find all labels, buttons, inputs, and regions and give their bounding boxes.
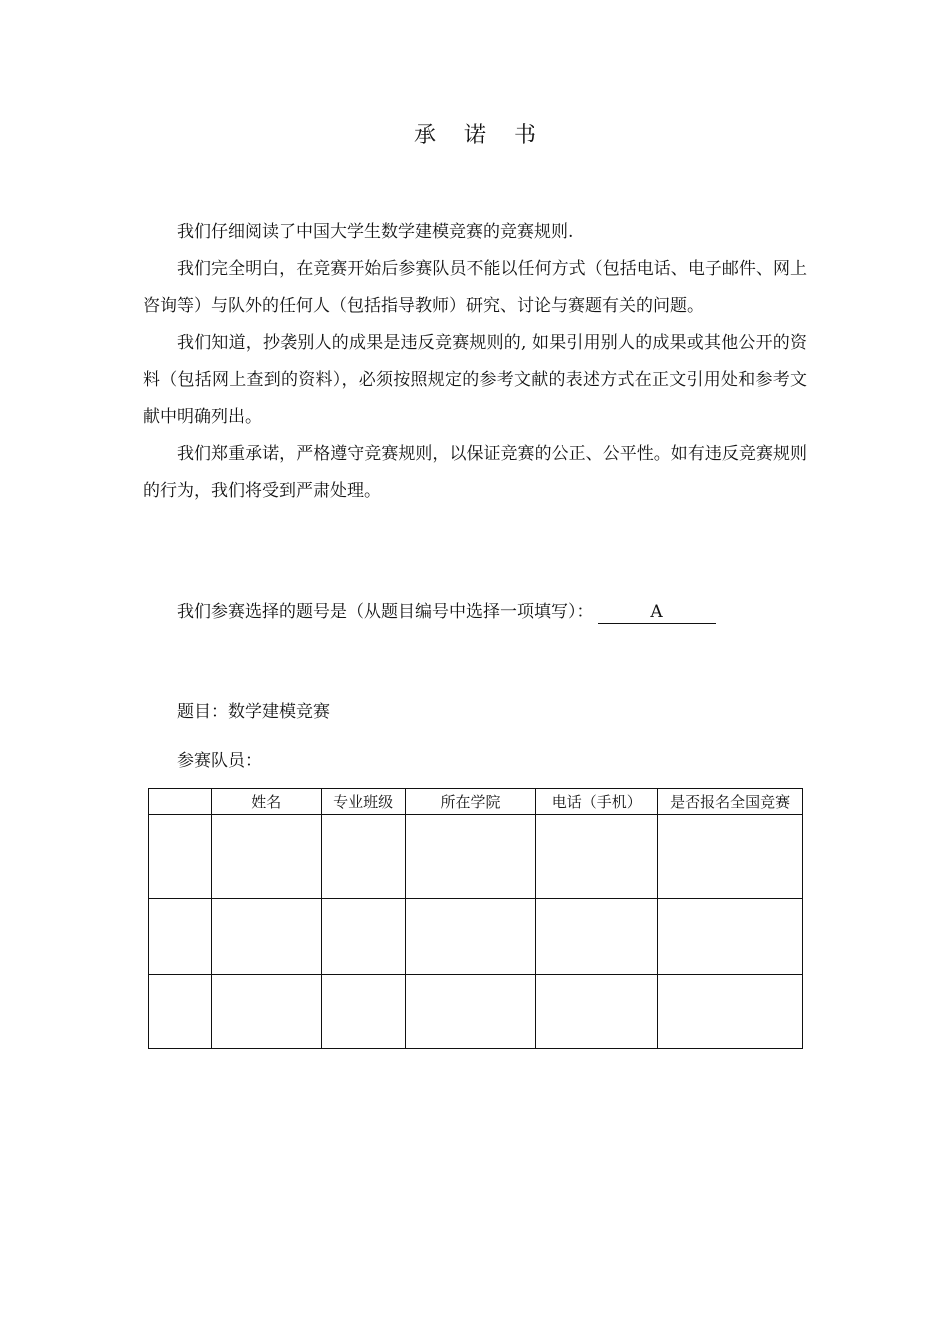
table-cell[interactable] [658, 815, 803, 899]
problem-choice-answer[interactable]: A [598, 601, 716, 624]
title-char: 诺 [463, 123, 486, 148]
table-cell[interactable] [211, 975, 321, 1049]
problem-choice [177, 597, 716, 627]
table-cell[interactable] [211, 899, 321, 975]
table-cell[interactable] [321, 975, 405, 1049]
pledge-paragraph: 我们完全明白，在竞赛开始后参赛队员不能以任何方式（包括电话、电子邮件、网上咨询等）与队外的任何人（包括指导教师）研究、讨论与赛题有关的问题。 [143, 259, 807, 316]
table-row [149, 815, 803, 899]
title-char: 承 [413, 123, 436, 148]
table-cell[interactable] [405, 815, 536, 899]
pledge-paragraph: 我们仔细阅读了中国大学生数学建模竞赛的竞赛规则. [177, 222, 574, 242]
table-cell[interactable] [321, 899, 405, 975]
pledge-body [143, 214, 807, 510]
page-title [0, 118, 950, 149]
table-row [149, 975, 803, 1049]
problem-choice-label: 我们参赛选择的题号是（从题目编号中选择一项填写）： [177, 602, 594, 622]
table-header-cell: 专业班级 [321, 789, 405, 815]
table-cell[interactable] [658, 975, 803, 1049]
pledge-paragraph: 我们郑重承诺，严格遵守竞赛规则，以保证竞赛的公正、公平性。如有违反竞赛规则的行为，我们将受到严肃处理。 [143, 444, 807, 501]
table-header-cell: 所在学院 [405, 789, 536, 815]
table-cell[interactable] [149, 815, 212, 899]
table-cell[interactable] [405, 975, 536, 1049]
table-header-cell: 电话（手机） [536, 789, 658, 815]
members-label: 参赛队员： [177, 751, 262, 771]
table-header-cell [149, 789, 212, 815]
table-cell[interactable] [149, 975, 212, 1049]
table-header-row [149, 789, 803, 815]
table-header-cell: 姓名 [211, 789, 321, 815]
table-row [149, 899, 803, 975]
table-cell[interactable] [149, 899, 212, 975]
table-cell[interactable] [536, 899, 658, 975]
members-table [148, 788, 803, 1049]
topic-line: 题目：数学建模竞赛 [177, 702, 330, 722]
table-header-cell: 是否报名全国竞赛 [658, 789, 803, 815]
table-cell[interactable] [321, 815, 405, 899]
table-cell[interactable] [211, 815, 321, 899]
pledge-paragraph: 我们知道，抄袭别人的成果是违反竞赛规则的, 如果引用别人的成果或其他公开的资料（包括网上查到的资料），必须按照规定的参考文献的表述方式在正文引用处和参考文献中明确列出。 [143, 333, 807, 427]
title-char: 书 [514, 123, 537, 148]
table-cell[interactable] [658, 899, 803, 975]
table-cell[interactable] [536, 815, 658, 899]
table-cell[interactable] [405, 899, 536, 975]
table-cell[interactable] [536, 975, 658, 1049]
